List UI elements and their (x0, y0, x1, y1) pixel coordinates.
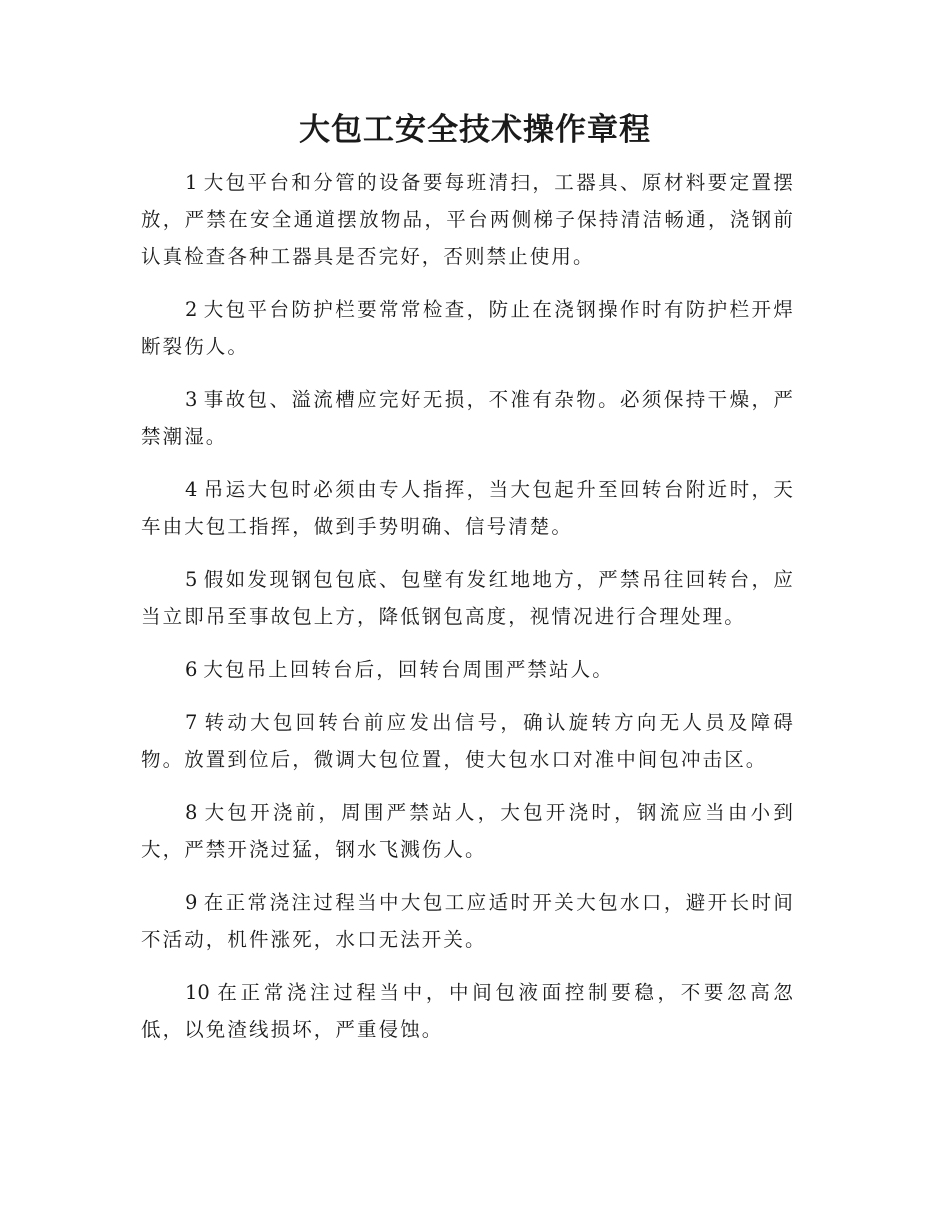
paragraph-text: 大包平台和分管的设备要每班清扫，工器具、原材料要定置摆放，严禁在安全通道摆放物品，平台两侧梯子保持清洁畅通，浇钢前认真检查各种工器具是否完好，否则禁止使用。 (141, 171, 795, 268)
paragraph-number: 3 (185, 388, 198, 411)
paragraph-number: 9 (185, 891, 198, 914)
paragraph-number: 4 (185, 478, 198, 501)
paragraph-7 (141, 704, 795, 778)
paragraph-text: 吊运大包时必须由专人指挥，当大包起升至回转台附近时，天车由大包工指挥，做到手势明确、信号清楚。 (141, 478, 795, 538)
paragraph-text: 假如发现钢包包底、包壁有发红地地方，严禁吊往回转台，应当立即吊至事故包上方，降低钢包高度，视情况进行合理处理。 (141, 568, 795, 628)
paragraph-4 (141, 471, 795, 545)
paragraph-text: 在正常浇注过程当中大包工应适时开关大包水口，避开长时间不活动，机件涨死，水口无法开关。 (141, 891, 795, 951)
paragraph-number: 10 (185, 981, 210, 1004)
paragraph-3 (141, 381, 795, 455)
paragraph-number: 7 (185, 711, 198, 734)
paragraph-6 (141, 651, 795, 688)
paragraph-number: 8 (185, 801, 198, 824)
paragraph-10 (141, 974, 795, 1048)
paragraph-number: 5 (185, 568, 198, 591)
paragraph-text: 大包平台防护栏要常常检查，防止在浇钢操作时有防护栏开焊断裂伤人。 (141, 298, 795, 358)
paragraph-number: 1 (185, 171, 198, 194)
paragraph-1 (141, 164, 795, 275)
paragraph-9 (141, 884, 795, 958)
paragraph-text: 大包吊上回转台后，回转台周围严禁站人。 (203, 658, 614, 681)
paragraph-number: 6 (185, 658, 198, 681)
paragraph-text: 在正常浇注过程当中，中间包液面控制要稳，不要忽高忽低，以免渣线损坏，严重侵蚀。 (141, 981, 795, 1041)
document-title: 大包工安全技术操作章程 (299, 112, 651, 148)
paragraph-text: 事故包、溢流槽应完好无损，不准有杂物。必须保持干燥，严禁潮湿。 (141, 388, 795, 448)
paragraph-2 (141, 291, 795, 365)
paragraph-5 (141, 561, 795, 635)
paragraph-text: 转动大包回转台前应发出信号，确认旋转方向无人员及障碍物。放置到位后，微调大包位置，使大包水口对准中间包冲击区。 (141, 711, 795, 771)
paragraph-number: 2 (185, 298, 198, 321)
document-body (141, 164, 795, 1064)
paragraph-text: 大包开浇前，周围严禁站人，大包开浇时，钢流应当由小到大，严禁开浇过猛，钢水飞溅伤人。 (141, 801, 795, 861)
paragraph-8 (141, 794, 795, 868)
